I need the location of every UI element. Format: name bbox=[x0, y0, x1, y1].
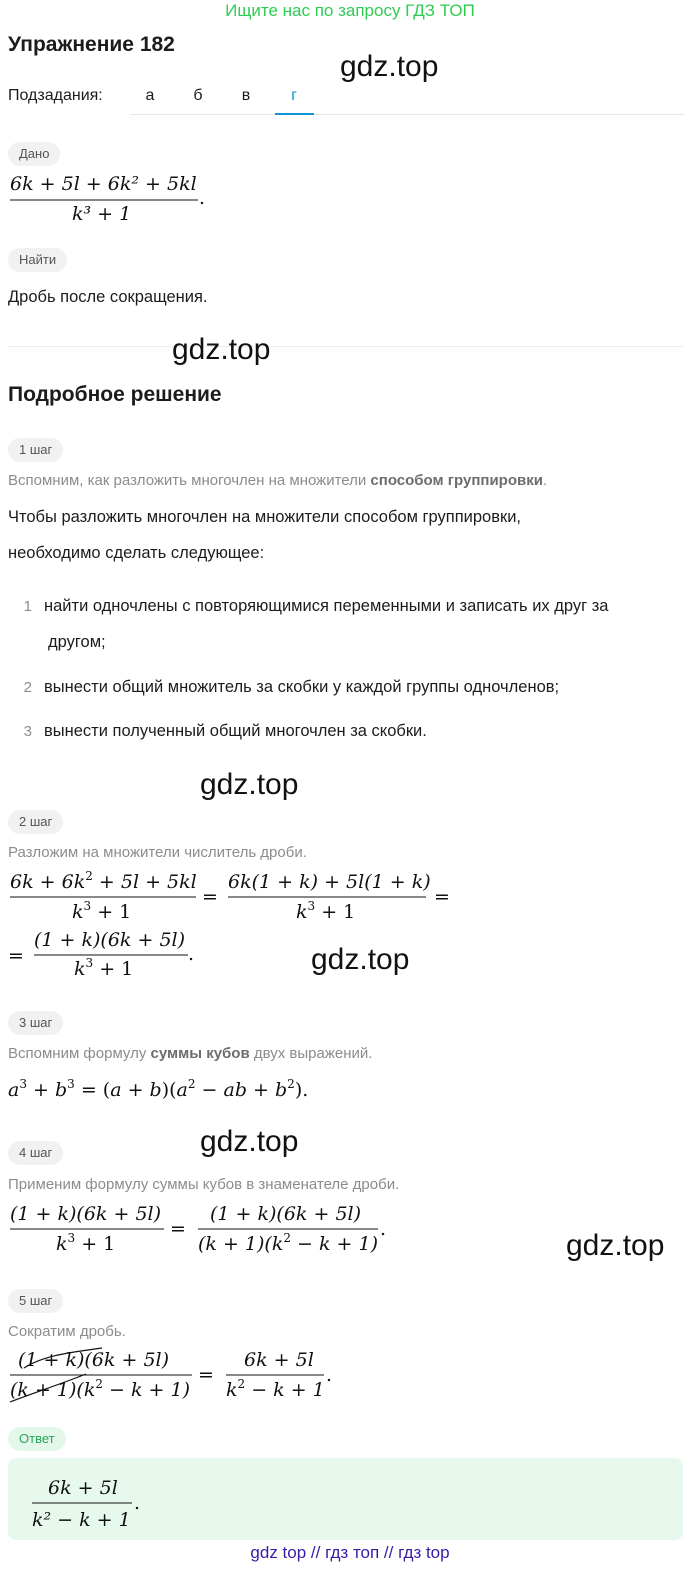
svg-text:.: . bbox=[199, 187, 206, 209]
tab-v[interactable]: в bbox=[241, 87, 251, 104]
page-title: Упражнение 182 bbox=[8, 33, 175, 56]
step-1-paragraph-line-2: необходимо сделать следующее: bbox=[8, 544, 265, 562]
svg-text:=: = bbox=[170, 1218, 186, 1240]
answer-formula bbox=[28, 1472, 188, 1536]
svg-text:.: . bbox=[380, 1218, 387, 1240]
watermark: gdz.top bbox=[172, 333, 271, 366]
step-4-hint: Применим формулу суммы кубов в знаменателе дроби. bbox=[8, 1176, 400, 1193]
svg-text:.: . bbox=[188, 943, 195, 965]
svg-text:=: = bbox=[434, 886, 450, 908]
given-numerator: 6k + 5l + 6k² + 5kl bbox=[10, 173, 197, 195]
step-2-chip: 2 шаг bbox=[8, 810, 63, 834]
given-chip: Дано bbox=[8, 142, 60, 166]
given-formula bbox=[8, 170, 208, 228]
solution-title: Подробное решение bbox=[8, 383, 222, 406]
svg-text:6k + 5l: 6k + 5l bbox=[244, 1349, 314, 1371]
tab-b[interactable]: б bbox=[193, 87, 203, 104]
step-1-paragraph-line-1: Чтобы разложить многочлен на множители способом группировки, bbox=[8, 508, 521, 526]
svg-text:=: = bbox=[198, 1364, 214, 1386]
watermark: gdz.top bbox=[340, 50, 439, 83]
list-number: 1 bbox=[23, 598, 32, 615]
svg-text:(1 + k)(6k + 5l): (1 + k)(6k + 5l) bbox=[34, 929, 186, 951]
svg-text:(k + 1)(k2 − k + 1): $(k + 1)(k^2 - k + 1)$ bbox=[10, 1377, 191, 1401]
step-5-formula bbox=[6, 1344, 366, 1408]
step-5-hint: Сократим дробь. bbox=[8, 1323, 126, 1340]
given-denominator: k³ + 1 bbox=[72, 203, 132, 225]
step-3-chip: 3 шаг bbox=[8, 1011, 63, 1035]
list-item-2: вынести общий множитель за скобки у каждой группы одночленов; bbox=[44, 678, 560, 696]
svg-text:6k + 6k2 + 5l + 5kl: $6k + 6k^2 + 5l + 5kl$ bbox=[10, 869, 197, 893]
svg-text:k2 − k + 1: $k^2 - k + 1$ bbox=[226, 1377, 325, 1401]
footer-links[interactable]: gdz top // гдз топ // гдз top bbox=[250, 1543, 450, 1562]
svg-text:=: = bbox=[8, 945, 24, 967]
step-5-chip: 5 шаг bbox=[8, 1289, 63, 1313]
svg-text:k3 + 1: $k^3 + 1$ bbox=[72, 899, 132, 923]
watermark: gdz.top bbox=[566, 1229, 665, 1262]
svg-text:(1 + k)(6k + 5l): (1 + k)(6k + 5l) bbox=[18, 1349, 170, 1371]
list-number: 3 bbox=[23, 723, 32, 740]
find-text: Дробь после сокращения. bbox=[8, 288, 208, 306]
svg-text:a3 + b3 = (a + b)(a2 − ab + b2: $a^3 + b^3 = (a + b)(a^2$ − ab + $b^2$). bbox=[8, 1077, 309, 1101]
answer-denominator: k² − k + 1 bbox=[32, 1509, 131, 1531]
top-banner: Ищите нас по запросу ГДЗ ТОП bbox=[225, 1, 475, 20]
step-4-formula bbox=[6, 1198, 406, 1258]
subtasks-label: Подзадания: bbox=[8, 87, 103, 104]
svg-text:k3 + 1: $k^3 + 1$ bbox=[296, 899, 356, 923]
active-tab-indicator bbox=[275, 113, 314, 115]
list-item-1-line-1: найти одночлены с повторяющимися переменными и записать их друг за bbox=[44, 597, 609, 615]
step-1-chip: 1 шаг bbox=[8, 438, 63, 462]
svg-text:(1 + k)(6k + 5l): (1 + k)(6k + 5l) bbox=[10, 1203, 162, 1225]
answer-numerator: 6k + 5l bbox=[48, 1477, 118, 1499]
step-3-formula bbox=[6, 1070, 326, 1106]
svg-text:k3 + 1: $k^3 + 1$ bbox=[74, 956, 134, 980]
list-item-1-line-2: другом; bbox=[48, 633, 106, 651]
step-1-hint: Вспомним, как разложить многочлен на множители способом группировки. bbox=[8, 472, 548, 489]
watermark: gdz.top bbox=[200, 1125, 299, 1158]
step-2-hint: Разложим на множители числитель дроби. bbox=[8, 844, 307, 861]
watermark: gdz.top bbox=[311, 943, 410, 976]
list-item-3: вынести полученный общий многочлен за скобки. bbox=[44, 722, 427, 740]
svg-text:.: . bbox=[134, 1492, 141, 1514]
svg-text:.: . bbox=[326, 1364, 333, 1386]
tabs-baseline bbox=[130, 114, 685, 115]
step-4-chip: 4 шаг bbox=[8, 1141, 63, 1165]
watermark: gdz.top bbox=[200, 768, 299, 801]
tab-g[interactable]: г bbox=[291, 87, 297, 104]
svg-text:=: = bbox=[202, 886, 218, 908]
svg-text:(1 + k)(6k + 5l): (1 + k)(6k + 5l) bbox=[210, 1203, 362, 1225]
answer-chip: Ответ bbox=[8, 1427, 66, 1451]
svg-text:(k + 1)(k2 − k + 1): $(k + 1)(k^2 - k + 1)$ bbox=[198, 1231, 379, 1255]
find-chip: Найти bbox=[8, 248, 67, 272]
list-number: 2 bbox=[23, 679, 32, 696]
section-divider bbox=[8, 346, 683, 347]
tab-a[interactable]: а bbox=[145, 87, 155, 104]
step-3-hint: Вспомним формулу суммы кубов двух выражений. bbox=[8, 1045, 373, 1062]
svg-text:6k(1 + k) + 5l(1 + k): 6k(1 + k) + 5l(1 + k) bbox=[228, 871, 431, 893]
svg-text:k3 + 1: $k^3 + 1$ bbox=[56, 1231, 116, 1255]
